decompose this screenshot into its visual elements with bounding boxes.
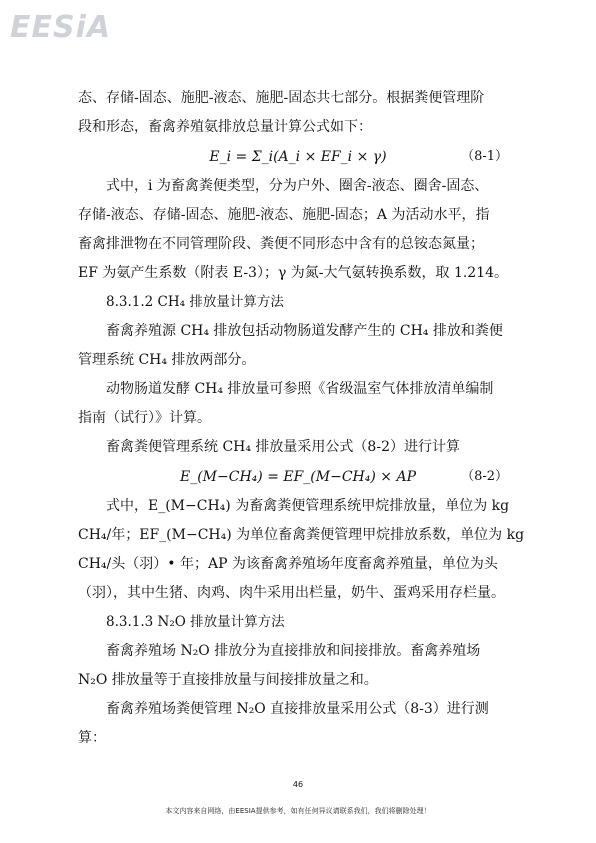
paragraph-line: 存储-液态、存储-固态、施肥-液态、施肥-固态；A 为活动水平，指 (78, 207, 490, 223)
eesia-logo: EESiA (10, 10, 112, 45)
paragraph-line: （羽），其中生猪、肉鸡、肉牛采用出栏量，奶牛、蛋鸡采用存栏量。 (78, 585, 505, 601)
paragraph-line: 式中，E_(M−CH₄) 为畜禽粪便管理系统甲烷排放量，单位为 kg (106, 498, 510, 514)
paragraph-line: CH₄/头（羽）• 年；AP 为该畜禽养殖场年度畜禽养殖量，单位为头 (78, 556, 498, 572)
section-heading: 8.3.1.2 CH₄ 排放量计算方法 (106, 294, 284, 310)
paragraph-line: 管理系统 CH₄ 排放两部分。 (78, 352, 256, 368)
formula-8-1 (78, 142, 518, 172)
formula-text: E_(M−CH₄) = EF_(M−CH₄) × AP (180, 469, 416, 485)
document-body (78, 84, 525, 753)
paragraph-line: 畜禽粪便管理系统 CH₄ 排放量采用公式（8-2）进行计算 (106, 439, 460, 455)
paragraph-line: CH₄/年；EF_(M−CH₄) 为单位畜禽粪便管理甲烷排放系数，单位为 kg (78, 527, 525, 543)
formula-8-2 (78, 462, 518, 492)
paragraph-line: 畜禽养殖场 N₂O 排放分为直接排放和间接排放。畜禽养殖场 (106, 643, 481, 659)
formula-text: E_i = Σ_i(A_i × EF_i × γ) (209, 149, 387, 165)
paragraph-line: 态、存储-固态、施肥-液态、施肥-固态共七部分。根据粪便管理阶 (78, 90, 485, 106)
section-heading: 8.3.1.3 N₂O 排放量计算方法 (106, 614, 285, 630)
paragraph-line: N₂O 排放量等于直接排放量与间接排放量之和。 (78, 672, 378, 688)
formula-number: （8-2） (461, 469, 508, 484)
paragraph-line: 式中，i 为畜禽粪便类型，分为户外、圈舍-液态、圈舍-固态、 (106, 178, 489, 194)
paragraph-line: 指南（试行）》计算。 (78, 410, 211, 426)
paragraph-line: 畜禽排泄物在不同管理阶段、粪便不同形态中含有的总铵态氮量； (78, 236, 484, 252)
paragraph-line: 畜禽养殖场粪便管理 N₂O 直接排放量采用公式（8-3）进行测 (106, 701, 489, 717)
paragraph-line: 段和形态，畜禽养殖氨排放总量计算公式如下： (78, 119, 372, 135)
paragraph-line: 算： (78, 730, 106, 746)
page-number: 46 (292, 780, 304, 789)
footer-notice: 本文内容来自网络，由EESIA提供参考，如有任何异议请联系我们，我们将删除处理！ (165, 807, 431, 815)
paragraph-line: EF 为氨产生系数（附表 E-3）；γ 为氮-大气氨转换系数，取 1.214。 (78, 265, 509, 281)
paragraph-line: 动物肠道发酵 CH₄ 排放量可参照《省级温室气体排放清单编制 (106, 381, 494, 397)
paragraph-line: 畜禽养殖源 CH₄ 排放包括动物肠道发酵产生的 CH₄ 排放和粪便 (106, 323, 503, 339)
formula-number: （8-1） (461, 149, 508, 164)
